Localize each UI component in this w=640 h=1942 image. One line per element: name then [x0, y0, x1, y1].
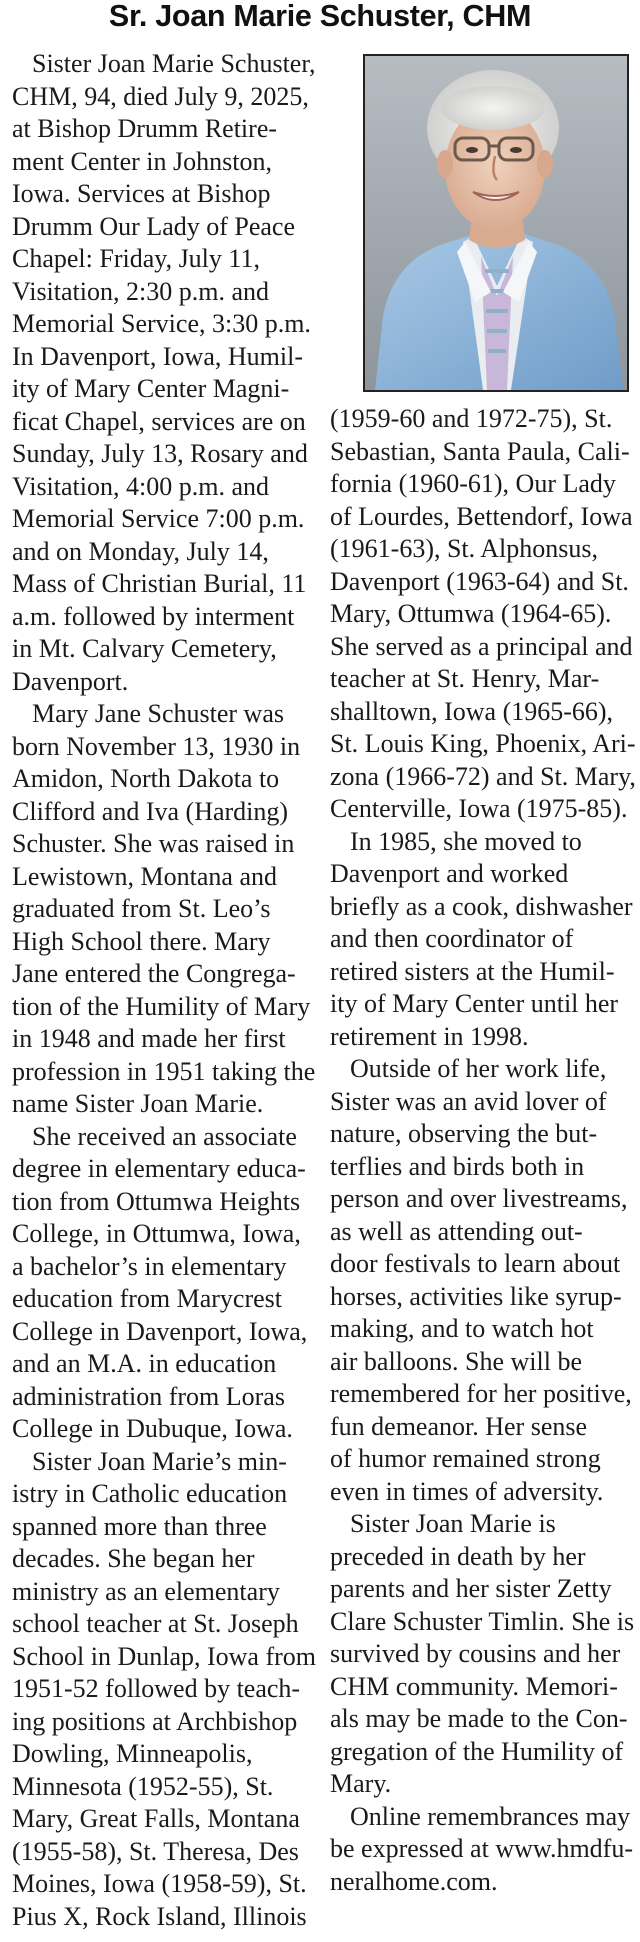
text-line: Mary Jane Schuster was	[32, 699, 284, 728]
text-line: degree in elementary educa-	[12, 1154, 306, 1183]
paragraph	[12, 48, 316, 698]
text-line: born November 13, 1930 in	[12, 731, 301, 761]
text-line: of humor remained strong	[330, 1444, 601, 1473]
text-line: Sebastian, Santa Paula, Cali-	[330, 436, 630, 466]
text-line: ity of Mary Center Magni-	[12, 374, 290, 403]
text-line: name Sister Joan Marie.	[12, 1089, 264, 1118]
text-line: air balloons. She will be	[330, 1346, 583, 1376]
text-line: Schuster. She was raised in	[12, 829, 295, 858]
text-line: Clifford and Iva (Harding)	[12, 796, 289, 826]
text-line: and an M.A. in education	[12, 1349, 277, 1378]
text-line: graduated from St. Leo’s	[12, 894, 271, 923]
text-line: Minnesota (1952-55), St.	[12, 1771, 274, 1801]
text-line: zona (1966-72) and St. Mary,	[330, 761, 636, 791]
portrait-photo	[363, 54, 629, 392]
text-line: neralhome.com.	[330, 1866, 498, 1896]
paragraph	[330, 826, 632, 1054]
text-line: Amidon, North Dakota to	[12, 764, 280, 793]
text-line: a bachelor’s in elementary	[12, 1251, 287, 1281]
text-line: person and over livestreams,	[330, 1184, 628, 1213]
text-line: Centerville, Iowa (1975-85).	[330, 794, 628, 823]
text-line: nature, observing the but-	[330, 1119, 598, 1148]
text-line: making, and to watch hot	[330, 1314, 594, 1343]
text-line: istry in Catholic education	[12, 1479, 288, 1508]
text-line: ing positions at Archbishop	[12, 1706, 298, 1736]
text-line: Jane entered the Congrega-	[12, 959, 296, 988]
text-line: horses, activities like syrup-	[330, 1281, 622, 1311]
text-line: education from Marycrest	[12, 1284, 283, 1313]
text-line: CHM, 94, died July 9, 2025,	[12, 81, 309, 111]
text-line: Chapel: Friday, July 11,	[12, 244, 260, 273]
text-line: Sunday, July 13, Rosary and	[12, 439, 308, 468]
text-line: Outside of her work life,	[350, 1054, 607, 1083]
text-line: School in Dunlap, Iowa from	[12, 1641, 317, 1671]
text-line: survived by cousins and her	[330, 1639, 621, 1668]
text-line: Iowa. Services at Bishop	[12, 179, 271, 208]
text-line: Dowling, Minneapolis,	[12, 1739, 253, 1768]
text-line: High School there. Mary	[12, 926, 271, 956]
text-line: In 1985, she moved to	[350, 826, 582, 856]
text-line: and on Monday, July 14,	[12, 536, 269, 566]
text-line: school teacher at St. Joseph	[12, 1609, 299, 1638]
paragraph	[12, 1446, 317, 1934]
text-line: Clare Schuster Timlin. She is	[330, 1606, 635, 1636]
text-line: remembered for her positive,	[330, 1379, 632, 1408]
text-line: Sister Joan Marie is	[350, 1509, 556, 1538]
text-line: (1959-60 and 1972-75), St.	[330, 404, 613, 433]
text-line: shalltown, Iowa (1965-66),	[330, 696, 614, 726]
text-line: administration from Loras	[12, 1381, 285, 1411]
text-line: Online remembrances may	[350, 1801, 631, 1831]
text-line: and then coordinator of	[330, 924, 574, 953]
obituary-title: Sr. Joan Marie Schuster, CHM	[108, 0, 532, 33]
paragraph	[330, 1508, 635, 1801]
text-line: door festivals to learn about	[330, 1249, 621, 1278]
text-line: Davenport (1963-64) and St.	[330, 566, 629, 596]
text-line: Pius X, Rock Island, Illinois	[12, 1901, 307, 1931]
text-line: spanned more than three	[12, 1511, 267, 1541]
text-line: Moines, Iowa (1958-59), St.	[12, 1869, 307, 1898]
text-line: tion of the Humility of Mary	[12, 991, 311, 1021]
text-line: In Davenport, Iowa, Humil-	[12, 341, 303, 371]
text-line: Visitation, 2:30 p.m. and	[12, 276, 269, 306]
text-line: Sister Joan Marie’s min-	[32, 1446, 287, 1476]
text-line: Visitation, 4:00 p.m. and	[12, 471, 269, 501]
text-line: College in Dubuque, Iowa.	[12, 1414, 293, 1443]
text-line: in 1948 and made her first	[12, 1024, 286, 1053]
text-line: Davenport.	[12, 666, 129, 696]
text-line: retired sisters at the Humil-	[330, 956, 615, 986]
text-line: Mary, Great Falls, Montana	[12, 1804, 300, 1833]
paragraph	[12, 1121, 312, 1446]
text-line: ministry as an elementary	[12, 1576, 280, 1606]
text-line: fornia (1960-61), Our Lady	[330, 469, 616, 498]
text-line: Sister was an avid lover of	[330, 1086, 607, 1116]
text-line: teacher at St. Henry, Mar-	[330, 664, 600, 693]
text-line: tion from Ottumwa Heights	[12, 1186, 301, 1216]
text-line: as well as attending out-	[330, 1216, 583, 1246]
text-line: College, in Ottumwa, Iowa,	[12, 1219, 301, 1248]
text-line: at Bishop Drumm Retire-	[12, 114, 278, 143]
text-line: 1951-52 followed by teach-	[12, 1674, 301, 1703]
text-line: gregation of the Humility of	[330, 1736, 624, 1766]
text-line: Davenport and worked	[330, 859, 569, 888]
paragraph	[12, 698, 316, 1121]
text-line: Sister Joan Marie Schuster,	[32, 49, 316, 78]
text-line: retirement in 1998.	[330, 1021, 529, 1051]
text-line: even in times of adversity.	[330, 1476, 604, 1506]
text-line: parents and her sister Zetty	[330, 1574, 612, 1603]
text-line: Mary, Ottumwa (1964-65).	[330, 599, 612, 628]
text-line: Mary.	[330, 1769, 392, 1798]
text-line: Memorial Service, 3:30 p.m.	[12, 309, 311, 338]
paragraph	[330, 403, 636, 826]
text-line: fun demeanor. Her sense	[330, 1411, 588, 1441]
text-line: decades. She began her	[12, 1544, 255, 1573]
text-line: preceded in death by her	[330, 1541, 586, 1571]
text-line: Mass of Christian Burial, 11	[12, 569, 307, 598]
text-line: Lewistown, Montana and	[12, 861, 278, 891]
text-line: Memorial Service 7:00 p.m.	[12, 504, 305, 533]
left-text-column	[12, 48, 317, 1933]
text-line: CHM community. Memori-	[330, 1671, 618, 1701]
portrait-image	[365, 56, 627, 390]
text-line: a.m. followed by interment	[12, 601, 295, 631]
text-line: profession in 1951 taking the	[12, 1056, 316, 1086]
text-line: (1955-58), St. Theresa, Des	[12, 1836, 299, 1866]
text-line: (1961-63), St. Alphonsus,	[330, 534, 598, 563]
text-line: She received an associate	[32, 1121, 297, 1151]
text-line: terflies and birds both in	[330, 1151, 585, 1181]
text-line: in Mt. Calvary Cemetery,	[12, 634, 277, 663]
text-line: of Lourdes, Bettendorf, Iowa	[330, 501, 633, 531]
right-text-column	[330, 403, 636, 1898]
text-line: St. Louis King, Phoenix, Ari-	[330, 729, 636, 758]
text-line: ity of Mary Center until her	[330, 989, 619, 1018]
text-line: als may be made to the Con-	[330, 1704, 628, 1733]
text-line: College in Davenport, Iowa,	[12, 1316, 308, 1346]
paragraph	[330, 1801, 632, 1899]
text-line: Drumm Our Lady of Peace	[12, 211, 296, 241]
text-line: ficat Chapel, services are on	[12, 406, 306, 436]
text-line: be expressed at www.hmdfu-	[330, 1834, 633, 1863]
text-line: briefly as a cook, dishwasher	[330, 891, 633, 921]
text-line: ment Center in Johnston,	[12, 146, 272, 176]
paragraph	[330, 1053, 632, 1508]
text-line: She served as a principal and	[330, 631, 633, 661]
